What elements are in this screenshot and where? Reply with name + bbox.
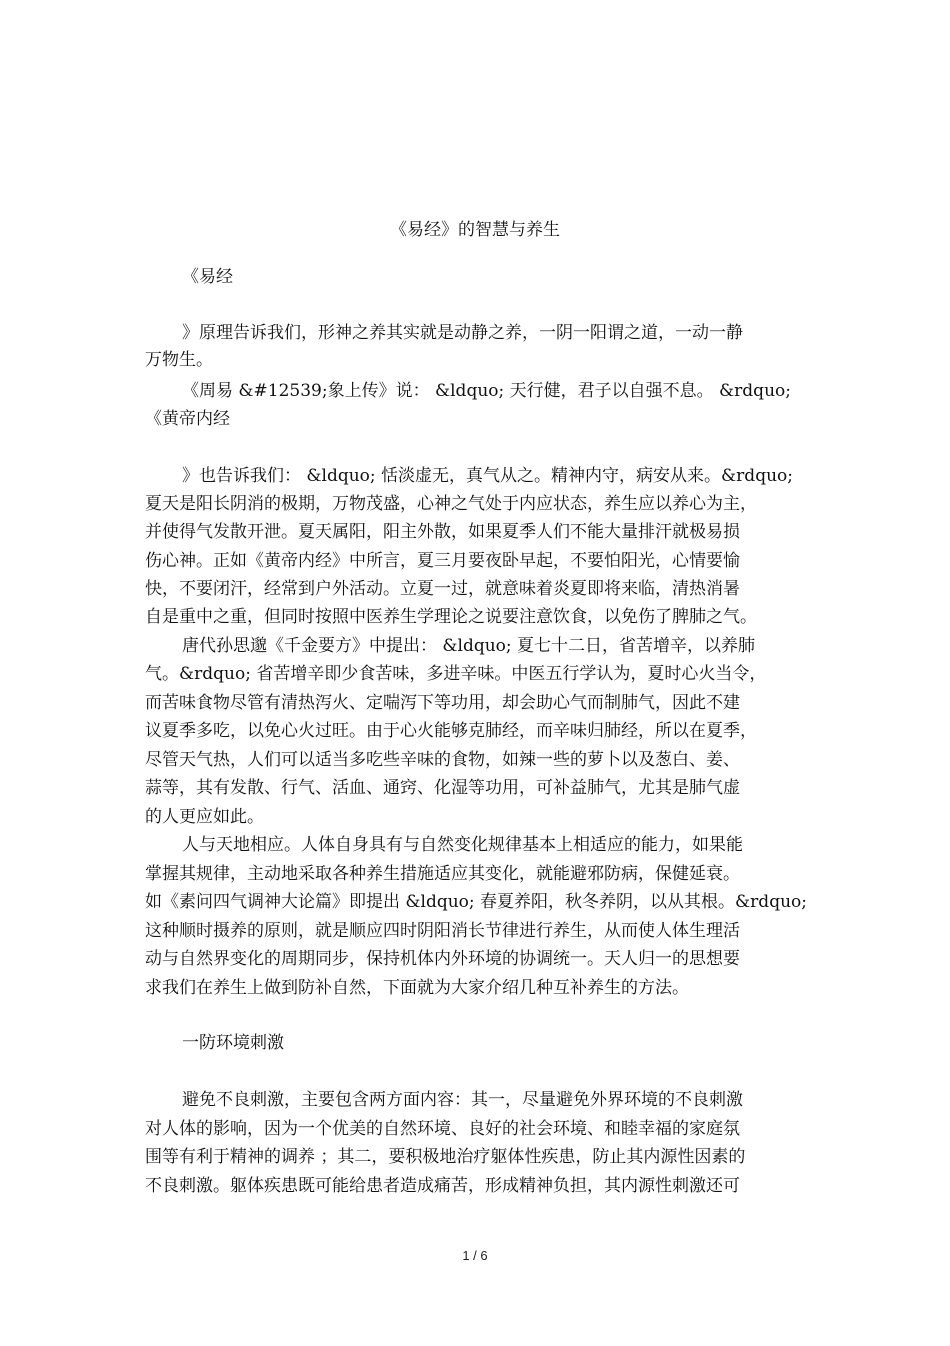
paragraph-line: 》原理告诉我们，形神之养其实就是动静之养，一阴一阳谓之道，一动一静	[182, 323, 743, 343]
paragraph-line: 议夏季多吃，以免心火过旺。由于心火能够克肺经，而辛味归肺经，所以在夏季，	[145, 721, 757, 741]
paragraph-line: 万物生。	[145, 350, 213, 370]
paragraph-line: 蒜等，其有发散、行气、活血、通窍、化湿等功用，可补益肺气，尤其是肺气虚	[145, 778, 740, 798]
paragraph-line: 对人体的影响，因为一个优美的自然环境、良好的社会环境、和睦幸福的家庭氛	[145, 1119, 740, 1139]
paragraph-line: 动与自然界变化的周期同步，保持机体内外环境的协调统一。天人归一的思想要	[145, 949, 740, 969]
paragraph-line: 伤心神。正如《黄帝内经》中所言，夏三月要夜卧早起，不要怕阳光，心情要愉	[145, 551, 740, 571]
paragraph-line: 的人更应如此。	[145, 807, 264, 827]
paragraph-line: 围等有利于精神的调养 ；其二，要积极地治疗躯体性疾患，防止其内源性因素的	[145, 1147, 746, 1167]
paragraph-line: 人与天地相应。人体自身具有与自然变化规律基本上相适应的能力，如果能	[182, 835, 743, 855]
paragraph-line: 不良刺激。躯体疾患既可能给患者造成痛苦，形成精神负担，其内源性刺激还可	[145, 1176, 740, 1196]
paragraph-line: 而苦味食物尽管有清热泻火、定喘泻下等功用，却会助心气而制肺气，因此不建	[145, 693, 740, 713]
document-title: 《易经》的智慧与养生	[390, 220, 560, 240]
paragraph-line: 尽管天气热，人们可以适当多吃些辛味的食物，如辣一些的萝卜以及葱白、姜、	[145, 750, 740, 770]
paragraph-line: 《易经	[182, 267, 233, 287]
paragraph-line: 如《素问四气调神大论篇》即提出 &ldquo; 春夏养阳，秋冬养阴，以从其根。&rdquo;	[145, 892, 807, 912]
paragraph-line: 》也告诉我们： &ldquo; 恬淡虚无，真气从之。精神内守，病安从来。&rdquo;	[182, 466, 793, 486]
paragraph-line: 并使得气发散开泄。夏天属阳，阳主外散，如果夏季人们不能大量排汗就极易损	[145, 522, 740, 542]
paragraph-line: 《周易 &#12539;象上传》说： &ldquo; 天行健，君子以自强不息。 &rdquo;	[182, 381, 791, 401]
paragraph-line: 《黄帝内经	[145, 409, 230, 429]
page-number: 1 / 6	[462, 1248, 488, 1263]
section-heading: 一防环境刺激	[182, 1033, 284, 1053]
paragraph-line: 这种顺时摄养的原则，就是顺应四时阴阳消长节律进行养生，从而使人体生理活	[145, 921, 740, 941]
paragraph-line: 唐代孙思邈《千金要方》中提出： &ldquo; 夏七十二日，省苦增辛，以养肺	[182, 636, 756, 656]
paragraph-line: 避免不良刺激，主要包含两方面内容：其一，尽量避免外界环境的不良刺激	[182, 1090, 743, 1110]
paragraph-line: 快，不要闭汗，经常到户外活动。立夏一过，就意味着炎夏即将来临，清热消暑	[145, 579, 740, 599]
paragraph-line: 夏天是阳长阴消的极期，万物茂盛，心神之气处于内应状态，养生应以养心为主，	[145, 494, 757, 514]
paragraph-line: 气。&rdquo; 省苦增辛即少食苦味，多进辛味。中医五行学认为，夏时心火当令，	[145, 664, 767, 684]
paragraph-line: 掌握其规律，主动地采取各种养生措施适应其变化，就能避邪防病，保健延衰。	[145, 864, 740, 884]
paragraph-line: 求我们在养生上做到防补自然，下面就为大家介绍几种互补养生的方法。	[145, 978, 689, 998]
paragraph-line: 自是重中之重，但同时按照中医养生学理论之说要注意饮食，以免伤了脾肺之气。	[145, 607, 757, 627]
